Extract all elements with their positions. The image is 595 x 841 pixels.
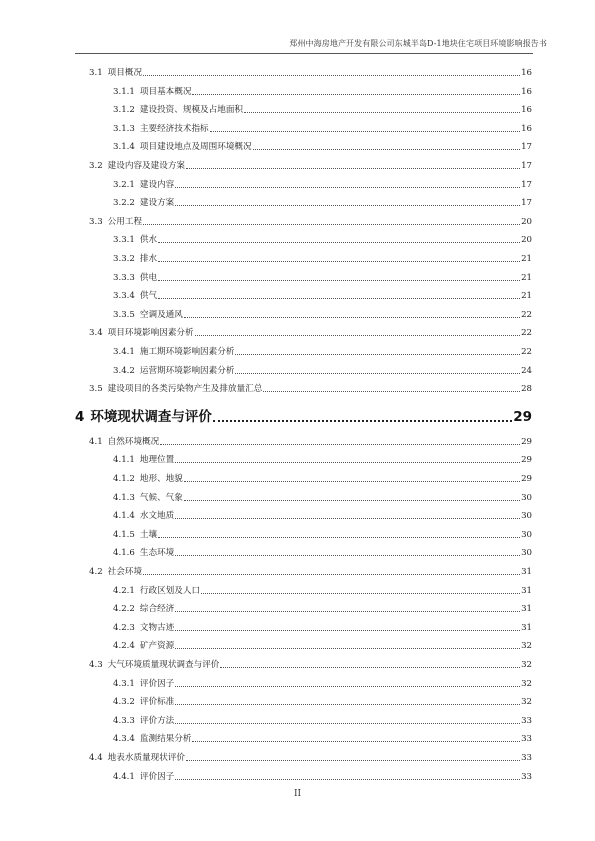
toc-entry[interactable] [113, 362, 532, 376]
toc-entry-page: 33 [521, 771, 532, 782]
toc-entry[interactable] [113, 619, 532, 633]
toc-entry-title: 矿产资源 [139, 641, 175, 652]
toc-entry-page: 29 [513, 408, 532, 425]
dot-leader [184, 317, 520, 318]
toc-entry-page: 30 [521, 511, 532, 522]
toc-entry[interactable] [113, 637, 532, 651]
toc-entry-page: 31 [521, 567, 532, 577]
toc-entry[interactable] [75, 403, 532, 425]
dot-leader [263, 391, 520, 392]
toc-entry[interactable] [113, 768, 532, 782]
toc-entry-title: 环境现状调查与评价 [90, 408, 212, 425]
dot-leader [175, 187, 520, 188]
toc-entry-number: 3.3.2 [113, 254, 135, 264]
toc-entry-number: 4.2.4 [113, 641, 135, 652]
toc-entry-page: 32 [521, 660, 532, 670]
toc-entry-page: 16 [521, 123, 532, 134]
toc-entry[interactable] [113, 526, 532, 540]
toc-entry-number: 3.4.2 [113, 365, 135, 376]
toc-entry-title: 行政区划及人口 [139, 585, 201, 596]
toc-entry-title: 监测结果分析 [139, 734, 192, 745]
toc-entry-page: 21 [521, 291, 532, 302]
toc-entry[interactable] [89, 656, 532, 670]
dot-leader [175, 611, 520, 612]
toc-entry[interactable] [113, 269, 532, 283]
dot-leader [175, 648, 520, 649]
toc-entry-page: 16 [521, 86, 532, 97]
dot-leader [158, 280, 520, 281]
toc-entry-title: 土壤 [139, 529, 158, 540]
toc-entry-page: 21 [521, 272, 532, 283]
dot-leader [235, 354, 520, 355]
toc-entry-title: 项目基本概况 [139, 86, 192, 97]
toc-entry-number: 4.1.5 [113, 529, 135, 540]
toc-entry-page: 17 [521, 142, 532, 153]
toc-entry[interactable] [113, 343, 532, 357]
toc-entry-title: 项目环境影响因素分析 [107, 328, 194, 339]
dot-leader [186, 168, 520, 169]
toc-entry-page: 30 [521, 492, 532, 503]
dot-leader [186, 760, 520, 761]
toc-entry-page: 30 [521, 548, 532, 559]
dot-leader [160, 444, 520, 445]
toc-entry[interactable] [113, 489, 532, 503]
toc-entry-number: 4.2.2 [113, 604, 135, 615]
toc-entry-number: 4.1.2 [113, 474, 135, 484]
toc-entry-title: 建设项目的各类污染物产生及排放量汇总 [107, 384, 263, 395]
toc-entry[interactable] [89, 213, 532, 227]
toc-entry-title: 运营期环境影响因素分析 [139, 365, 235, 376]
toc-entry-number: 4.3 [89, 660, 103, 670]
toc-entry[interactable] [113, 712, 532, 726]
toc-entry-number: 4.1.6 [113, 548, 135, 559]
toc-entry-number: 4.2.1 [113, 585, 135, 596]
toc-entry-title: 评价标准 [139, 697, 175, 708]
toc-entry[interactable] [89, 433, 532, 447]
toc-entry-number: 4.3.1 [113, 678, 135, 689]
dot-leader [253, 149, 520, 150]
toc-entry[interactable] [113, 693, 532, 707]
toc-entry[interactable] [113, 194, 532, 208]
toc-entry-title: 评价方法 [139, 715, 175, 726]
toc-entry-title: 建设方案 [139, 198, 175, 209]
toc-entry-number: 3.1.4 [113, 142, 135, 153]
toc-entry-title: 地形、地貌 [139, 474, 183, 484]
toc-entry-number: 4.1.1 [113, 455, 135, 466]
toc-entry-number: 3.1.3 [113, 123, 135, 134]
dot-leader [175, 630, 520, 631]
toc-entry-number: 4.3.2 [113, 697, 135, 708]
toc-entry-title: 地理位置 [139, 455, 175, 466]
toc-entry-title: 主要经济技术指标 [139, 123, 209, 134]
toc-entry-page: 32 [521, 641, 532, 652]
toc-entry[interactable] [89, 563, 532, 577]
dot-leader [175, 462, 520, 463]
toc-entry-page: 22 [521, 347, 532, 357]
toc-entry-page: 20 [521, 216, 532, 227]
toc-entry[interactable] [113, 138, 532, 152]
dot-leader [143, 574, 520, 575]
toc-entry-number: 4.1 [89, 436, 103, 447]
dot-leader [175, 723, 520, 724]
toc-entry-number: 3.3 [89, 216, 103, 227]
dot-leader [244, 112, 520, 113]
toc-entry-page: 31 [521, 604, 532, 615]
dot-leader [195, 335, 520, 336]
toc-entry-title: 供水 [139, 235, 158, 246]
toc-entry-title: 建设内容及建设方案 [107, 161, 186, 171]
toc-entry[interactable] [113, 287, 532, 301]
toc-entry-number: 4.1.4 [113, 511, 135, 522]
toc-entry[interactable] [113, 470, 532, 484]
toc-entry-page: 30 [521, 529, 532, 540]
toc-entry-title: 综合经济 [139, 604, 175, 615]
toc-entry-page: 17 [521, 179, 532, 190]
dot-leader [192, 94, 520, 95]
toc-entry-page: 33 [521, 715, 532, 726]
toc-entry-number: 4.2 [89, 567, 103, 577]
dot-leader [158, 242, 520, 243]
toc-entry-page: 16 [521, 105, 532, 116]
toc-entry[interactable] [89, 380, 532, 394]
toc-entry-title: 自然环境概况 [107, 436, 160, 447]
dot-leader [175, 779, 520, 780]
toc-entry-number: 3.4 [89, 328, 103, 339]
toc-entry[interactable] [113, 83, 532, 97]
dot-leader [175, 205, 520, 206]
toc-entry[interactable] [89, 157, 532, 171]
toc-entry-number: 4.2.3 [113, 622, 135, 633]
toc-entry-number: 3.2.2 [113, 198, 135, 209]
dot-leader [175, 555, 520, 556]
toc-entry[interactable] [113, 582, 532, 596]
page-number: II [293, 789, 302, 799]
toc-entry-number: 4.4 [89, 753, 103, 763]
toc-entry-title: 供电 [139, 272, 158, 283]
toc-entry-page: 33 [521, 753, 532, 763]
toc-entry-title: 气候、气象 [139, 492, 183, 503]
header-rule [75, 53, 533, 54]
dot-leader [158, 261, 520, 262]
toc-entry-title: 空调及通风 [139, 309, 183, 320]
dot-leader [158, 537, 520, 538]
dot-leader [220, 667, 520, 668]
toc-entry-number: 3.3.5 [113, 309, 135, 320]
dot-leader [143, 224, 520, 225]
toc-entry-number: 3.2.1 [113, 179, 135, 190]
toc-entry[interactable] [113, 231, 532, 245]
toc-entry-number: 3.3.3 [113, 272, 135, 283]
dot-leader [184, 481, 520, 482]
dot-leader [175, 518, 520, 519]
toc-entry-page: 32 [521, 678, 532, 689]
toc-entry-page: 31 [521, 585, 532, 596]
toc-entry[interactable] [89, 64, 532, 78]
toc-entry-number: 3.3.1 [113, 235, 135, 246]
toc-entry-title: 供气 [139, 291, 158, 302]
toc-entry-page: 24 [521, 365, 532, 376]
toc-entry[interactable] [113, 730, 532, 744]
toc-entry-title: 社会环境 [107, 567, 143, 577]
toc-entry[interactable] [113, 101, 532, 115]
toc-entry-page: 29 [521, 436, 532, 447]
toc-entry-title: 评价因子 [139, 771, 175, 782]
dot-leader [158, 298, 520, 299]
toc-entry-page: 28 [521, 384, 532, 395]
toc-entry-title: 地表水质量现状评价 [107, 753, 186, 763]
toc-entry[interactable] [113, 600, 532, 614]
dot-leader [192, 741, 520, 742]
toc-entry-title: 建设内容 [139, 179, 175, 190]
toc-entry-title: 评价因子 [139, 678, 175, 689]
toc-entry-title: 水文地质 [139, 511, 175, 522]
dot-leader [175, 704, 520, 705]
toc-entry[interactable] [113, 507, 532, 521]
running-header: 郑州中海房地产开发有限公司东城半岛D-1地块住宅项目环境影响报告书 [289, 39, 547, 48]
toc-entry-page: 17 [521, 198, 532, 209]
toc-entry-number: 4.1.3 [113, 492, 135, 503]
toc-entry-number: 3.1.2 [113, 105, 135, 116]
toc-entry[interactable] [113, 250, 532, 264]
toc-entry-number: 3.2 [89, 161, 103, 171]
toc-entry-title: 项目概况 [107, 68, 143, 78]
toc-entry[interactable] [113, 120, 532, 134]
dot-leader [235, 373, 520, 374]
toc-entry-page: 22 [521, 309, 532, 320]
toc-entry-page: 21 [521, 254, 532, 264]
toc-entry-page: 33 [521, 734, 532, 745]
toc-entry-title: 文物古迹 [139, 622, 175, 633]
toc-entry-number: 3.4.1 [113, 347, 135, 357]
toc-entry-number: 3.1.1 [113, 86, 135, 97]
toc-entry-page: 17 [521, 161, 532, 171]
toc-entry-title: 施工期环境影响因素分析 [139, 347, 235, 357]
dot-leader [184, 500, 520, 501]
toc-entry-page: 29 [521, 455, 532, 466]
dot-leader [210, 131, 520, 132]
toc-entry[interactable] [113, 306, 532, 320]
toc-entry-page: 32 [521, 697, 532, 708]
toc-entry[interactable] [89, 324, 532, 338]
toc-entry-page: 20 [521, 235, 532, 246]
toc-entry-number: 3.3.4 [113, 291, 135, 302]
toc-entry-number: 4 [75, 408, 85, 425]
dot-leader [143, 75, 520, 76]
toc-entry[interactable] [113, 451, 532, 465]
toc-entry-page: 16 [521, 68, 532, 78]
toc-entry-page: 29 [521, 474, 532, 484]
toc-entry-title: 大气环境质量现状调查与评价 [107, 660, 220, 670]
dot-leader [213, 420, 512, 422]
toc-entry-number: 4.4.1 [113, 771, 135, 782]
dot-leader [175, 686, 520, 687]
toc-entry-page: 31 [521, 622, 532, 633]
toc-entry-page: 22 [521, 328, 532, 339]
toc-entry-title: 排水 [139, 254, 158, 264]
toc-entry-number: 4.3.3 [113, 715, 135, 726]
toc-entry-number: 4.3.4 [113, 734, 135, 745]
toc-entry-title: 公用工程 [107, 216, 143, 227]
toc-entry-number: 3.1 [89, 68, 103, 78]
toc-entry[interactable] [113, 176, 532, 190]
dot-leader [201, 593, 520, 594]
toc-entry-number: 3.5 [89, 384, 103, 395]
toc-entry[interactable] [113, 544, 532, 558]
toc-entry[interactable] [113, 675, 532, 689]
toc-entry-title: 项目建设地点及周围环境概况 [139, 142, 252, 153]
toc-entry-title: 生态环境 [139, 548, 175, 559]
toc-entry[interactable] [89, 749, 532, 763]
toc-entry-title: 建设投资、规模及占地面积 [139, 105, 244, 116]
